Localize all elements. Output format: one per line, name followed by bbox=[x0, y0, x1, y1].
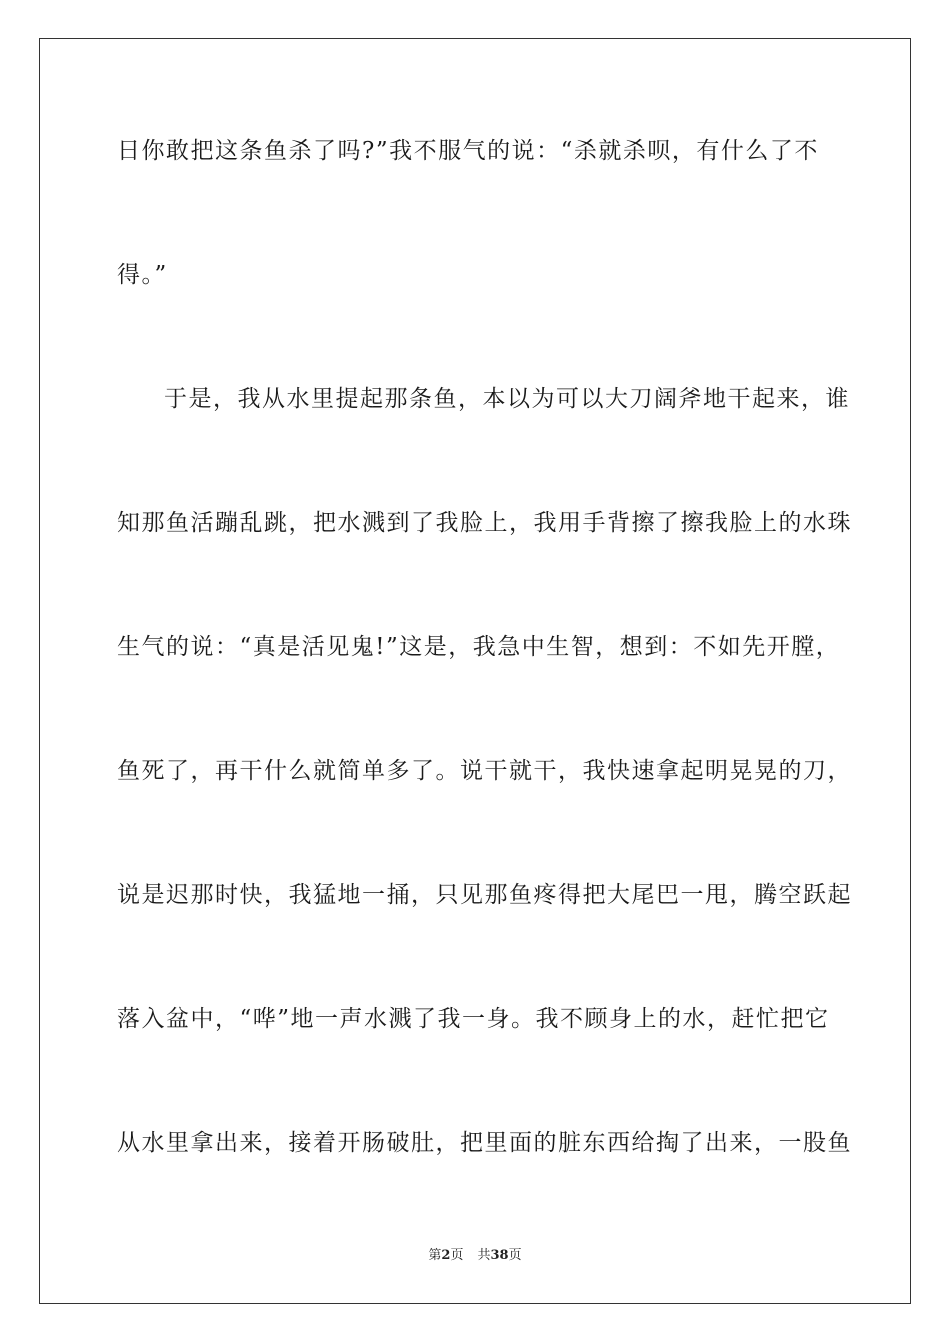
text-line: 鱼死了，再干什么就简单多了。说干就干，我快速拿起明晃晃的刀， bbox=[117, 758, 852, 784]
text-line: 从水里拿出来，接着开肠破肚，把里面的脏东西给掏了出来，一股鱼 bbox=[117, 1130, 852, 1156]
total-prefix: 共 bbox=[477, 1248, 491, 1263]
text-line: 日你敢把这条鱼杀了吗?”我不服气的说：“杀就杀呗，有什么了不 bbox=[117, 138, 819, 164]
text-line: 说是迟那时快，我猛地一捅，只见那鱼疼得把大尾巴一甩，腾空跃起 bbox=[117, 882, 852, 908]
text-line: 知那鱼活蹦乱跳，把水溅到了我脸上，我用手背擦了擦我脸上的水珠 bbox=[117, 510, 852, 536]
total-suffix: 页 bbox=[508, 1248, 522, 1263]
text-line: 生气的说：“真是活见鬼!”这是，我急中生智，想到：不如先开膛， bbox=[117, 634, 841, 660]
text-line: 得。” bbox=[117, 262, 168, 288]
page-prefix: 第 bbox=[428, 1248, 442, 1263]
current-page-number: 2 bbox=[441, 1248, 451, 1263]
page-footer bbox=[0, 1247, 950, 1265]
paragraph-first-line: 于是，我从水里提起那条鱼，本以为可以大刀阔斧地干起来，谁 bbox=[164, 386, 850, 412]
page-border bbox=[39, 38, 911, 1304]
page-suffix: 页 bbox=[450, 1248, 464, 1263]
total-pages-number: 38 bbox=[490, 1248, 509, 1263]
text-line: 落入盆中，“哗”地一声水溅了我一身。我不顾身上的水，赶忙把它 bbox=[117, 1006, 830, 1032]
